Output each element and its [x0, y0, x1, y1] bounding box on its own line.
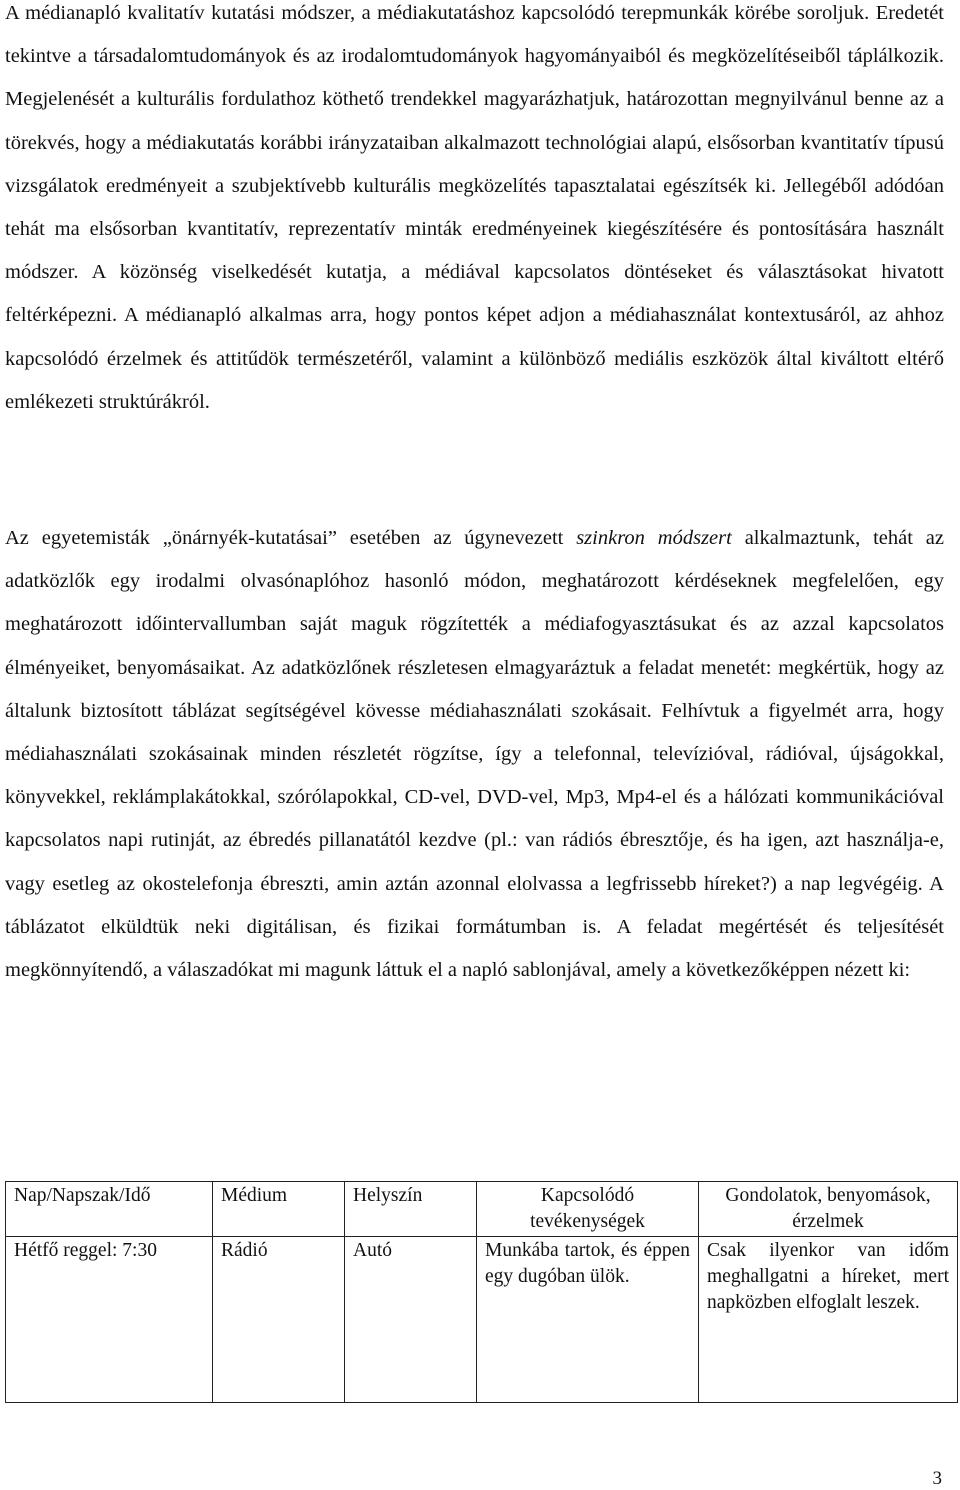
diary-template-table: [5, 1181, 958, 1403]
header-thoughts: Gondolatok, benyomások, érzelmek: [699, 1182, 958, 1237]
header-location: Helyszín: [345, 1182, 477, 1237]
cell-time: Hétfő reggel: 7:30: [6, 1237, 213, 1403]
header-medium: Médium: [213, 1182, 345, 1237]
paragraph-method-text-start: Az egyetemisták „önárnyék-kutatásai” esetében az úgynevezett: [5, 527, 577, 549]
cell-medium: Rádió: [213, 1237, 345, 1403]
paragraph-intro: A médianapló kvalitatív kutatási módszer, a médiakutatáshoz kapcsolódó terepmunkák körébe soroljuk. Eredetét tekintve a társadalomtudományok és az irodalomtudományok hagyományaiból és megközelítéseiből táplálkozik. Megjelenését a kulturális fordulathoz köthető trendekkel magyarázhatjuk, határozottan megnyilvánul benne az a törekvés, hogy a médiakutatás korábbi irányzataiban alkalmazott technológiai alapú, elsősorban kvantitatív típusú vizsgálatok eredményeit a szubjektívebb kulturális megközelítés tapasztalatai egészítsék ki. Jellegéből adódóan tehát ma elsősorban kvantitatív, reprezentatív minták eredményeinek kiegészítésére és pontosítására használt módszer. A közönség viselkedését kutatja, a médiával kapcsolatos döntéseket és választásokat hivatott feltérképezni. A médianapló alkalmas arra, hogy pontos képet adjon a médiahasználat kontextusáról, az ahhoz kapcsolódó érzelmek és attitűdök természetéről, valamint a különböző mediális eszközök által kiváltott eltérő emlékezeti struktúrákról.: [5, 2, 944, 413]
cell-location: Autó: [345, 1237, 477, 1403]
header-activities: Kapcsolódó tevékenységek: [477, 1182, 699, 1237]
paragraph-method-text-end: alkalmaztunk, tehát az adatközlők egy irodalmi olvasónaplóhoz hasonló módon, meghatározott kérdéseknek megfelelően, egy meghatározott időintervallumban saját maguk rögzítették a médiafogyasztásukat és az azzal kapcsolatos élményeiket, benyomásaikat. Az adatközlőnek részletesen elmagyaráztuk a feladat menetét: megkértük, hogy az általunk biztosított táblázat segítségével kövesse médiahasználati szokásait. Felhívtuk a figyelmét arra, hogy médiahasználati szokásainak minden részletét rögzítse, így a telefonnal, televízióval, rádióval, újságokkal, könyvekkel, reklámplakátokkal, szórólapokkal, CD-vel, DVD-vel, Mp3, Mp4-el és a hálózati kommunikációval kapcsolatos napi rutinját, az ébredés pillanatától kezdve (pl.: van rádiós ébresztője, és ha igen, azt használja-e, vagy esetleg az okostelefonja ébreszti, amin aztán azonnal elolvassa a legfrissebb híreket?) a nap legvégéig. A táblázatot elküldtük neki digitálisan, és fizikai formátumban is. A feladat megértését és teljesítését megkönnyítendő, a válaszadókat mi magunk láttuk el a napló sablonjával, amely a következőképpen nézett ki:: [5, 527, 945, 982]
cell-activities: Munkába tartok, és éppen egy dugóban ülök.: [477, 1237, 699, 1403]
table-row: [6, 1237, 958, 1403]
table-header-row: [6, 1182, 958, 1237]
page-number: 3: [932, 1468, 942, 1489]
cell-thoughts: Csak ilyenkor van időm meghallgatni a híreket, mert napközben elfoglalt leszek.: [699, 1237, 958, 1403]
header-time: Nap/Napszak/Idő: [6, 1182, 213, 1237]
paragraph-method: [5, 517, 944, 992]
italic-term: szinkron módszert: [576, 527, 732, 549]
